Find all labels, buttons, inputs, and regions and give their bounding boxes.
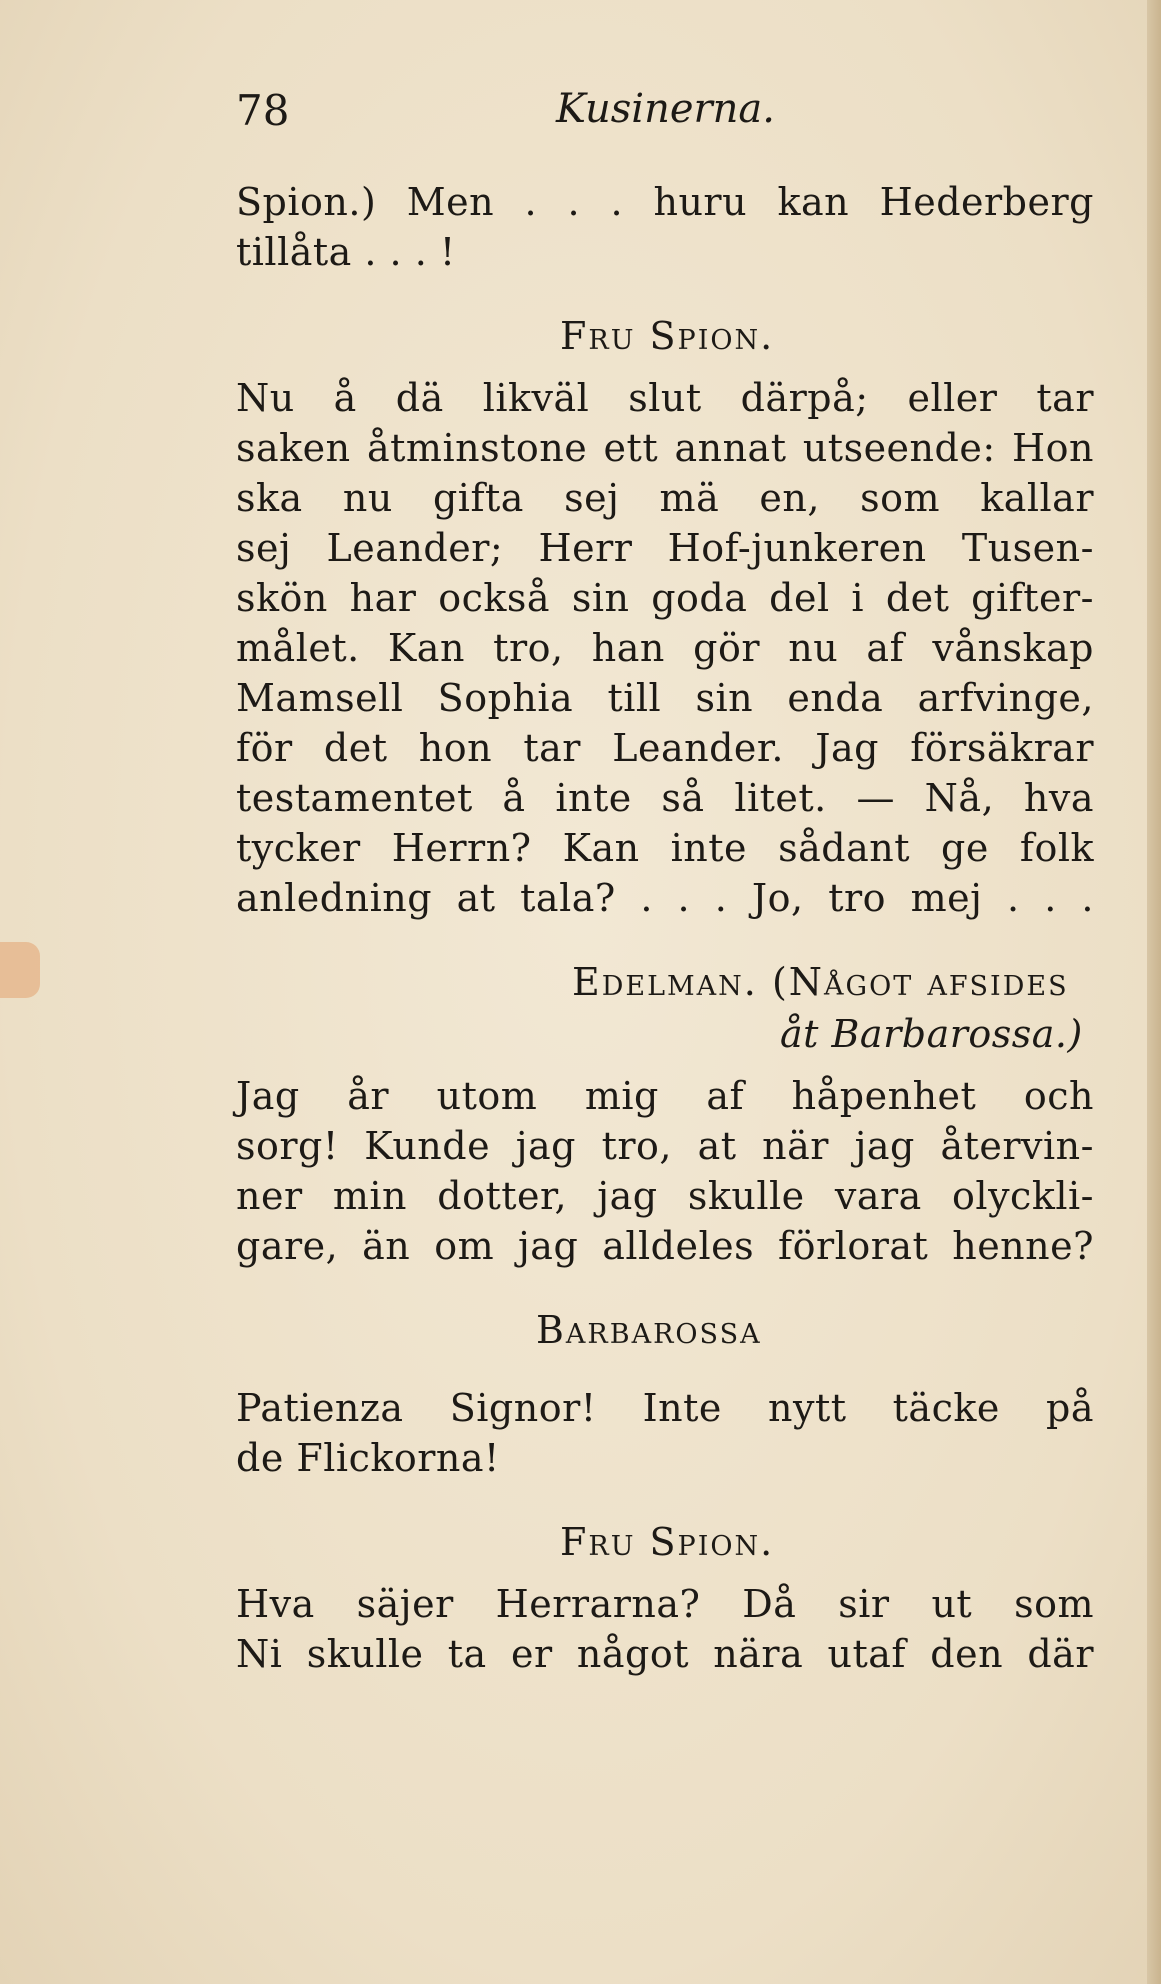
text-line: målet. Kan tro, han gör nu af vånskap	[236, 626, 1094, 670]
text-line: Mamsell Sophia till sin enda arfvinge,	[236, 676, 1094, 720]
text-line: Patienza Signor! Inte nytt täcke på	[236, 1386, 1094, 1430]
page-header	[236, 86, 846, 146]
text-line: saken åtminstone ett annat utseende: Hon	[236, 426, 1094, 470]
text-line: tillåta . . . !	[236, 230, 456, 274]
stage-direction: åt Barbarossa.)	[780, 1012, 1083, 1056]
text-line: ner min dotter, jag skulle vara olyckli-	[236, 1174, 1094, 1218]
text-line: Ni skulle ta er något nära utaf den där	[236, 1632, 1094, 1676]
text-line: Hva säjer Herrarna? Då sir ut som	[236, 1582, 1094, 1626]
text-line: skön har också sin goda del i det gifter-	[236, 576, 1094, 620]
speaker-name: Fru Spion.	[560, 1520, 775, 1564]
text-line: Spion.) Men . . . huru kan Hederberg	[236, 180, 1094, 224]
text-line: Nu å dä likväl slut därpå; eller tar	[236, 376, 1094, 420]
text-line: sej Leander; Herr Hof-junkeren Tusen-	[236, 526, 1094, 570]
text-line: sorg! Kunde jag tro, at när jag återvin-	[236, 1124, 1094, 1168]
page-number: 78	[236, 86, 290, 135]
text-line: för det hon tar Leander. Jag försäkrar	[236, 726, 1094, 770]
page-edge	[1147, 0, 1161, 1984]
speaker-name: Barbarossa	[536, 1308, 762, 1352]
speaker-name: Edelman. (Något afsides	[572, 960, 1069, 1004]
speaker-name: Fru Spion.	[560, 314, 775, 358]
text-line: ska nu gifta sej mä en, som kallar	[236, 476, 1094, 520]
running-title: Kusinerna.	[556, 86, 775, 132]
text-line: anledning at tala? . . . Jo, tro mej . . .	[236, 876, 1094, 920]
page-tab-mark	[0, 942, 40, 998]
text-line: de Flickorna!	[236, 1436, 500, 1480]
text-line: Jag år utom mig af håpenhet och	[236, 1074, 1094, 1118]
text-line: gare, än om jag alldeles förlorat henne?	[236, 1224, 1094, 1268]
text-line: testamentet å inte så litet. — Nå, hva	[236, 776, 1094, 820]
text-line: tycker Herrn? Kan inte sådant ge folk	[236, 826, 1094, 870]
